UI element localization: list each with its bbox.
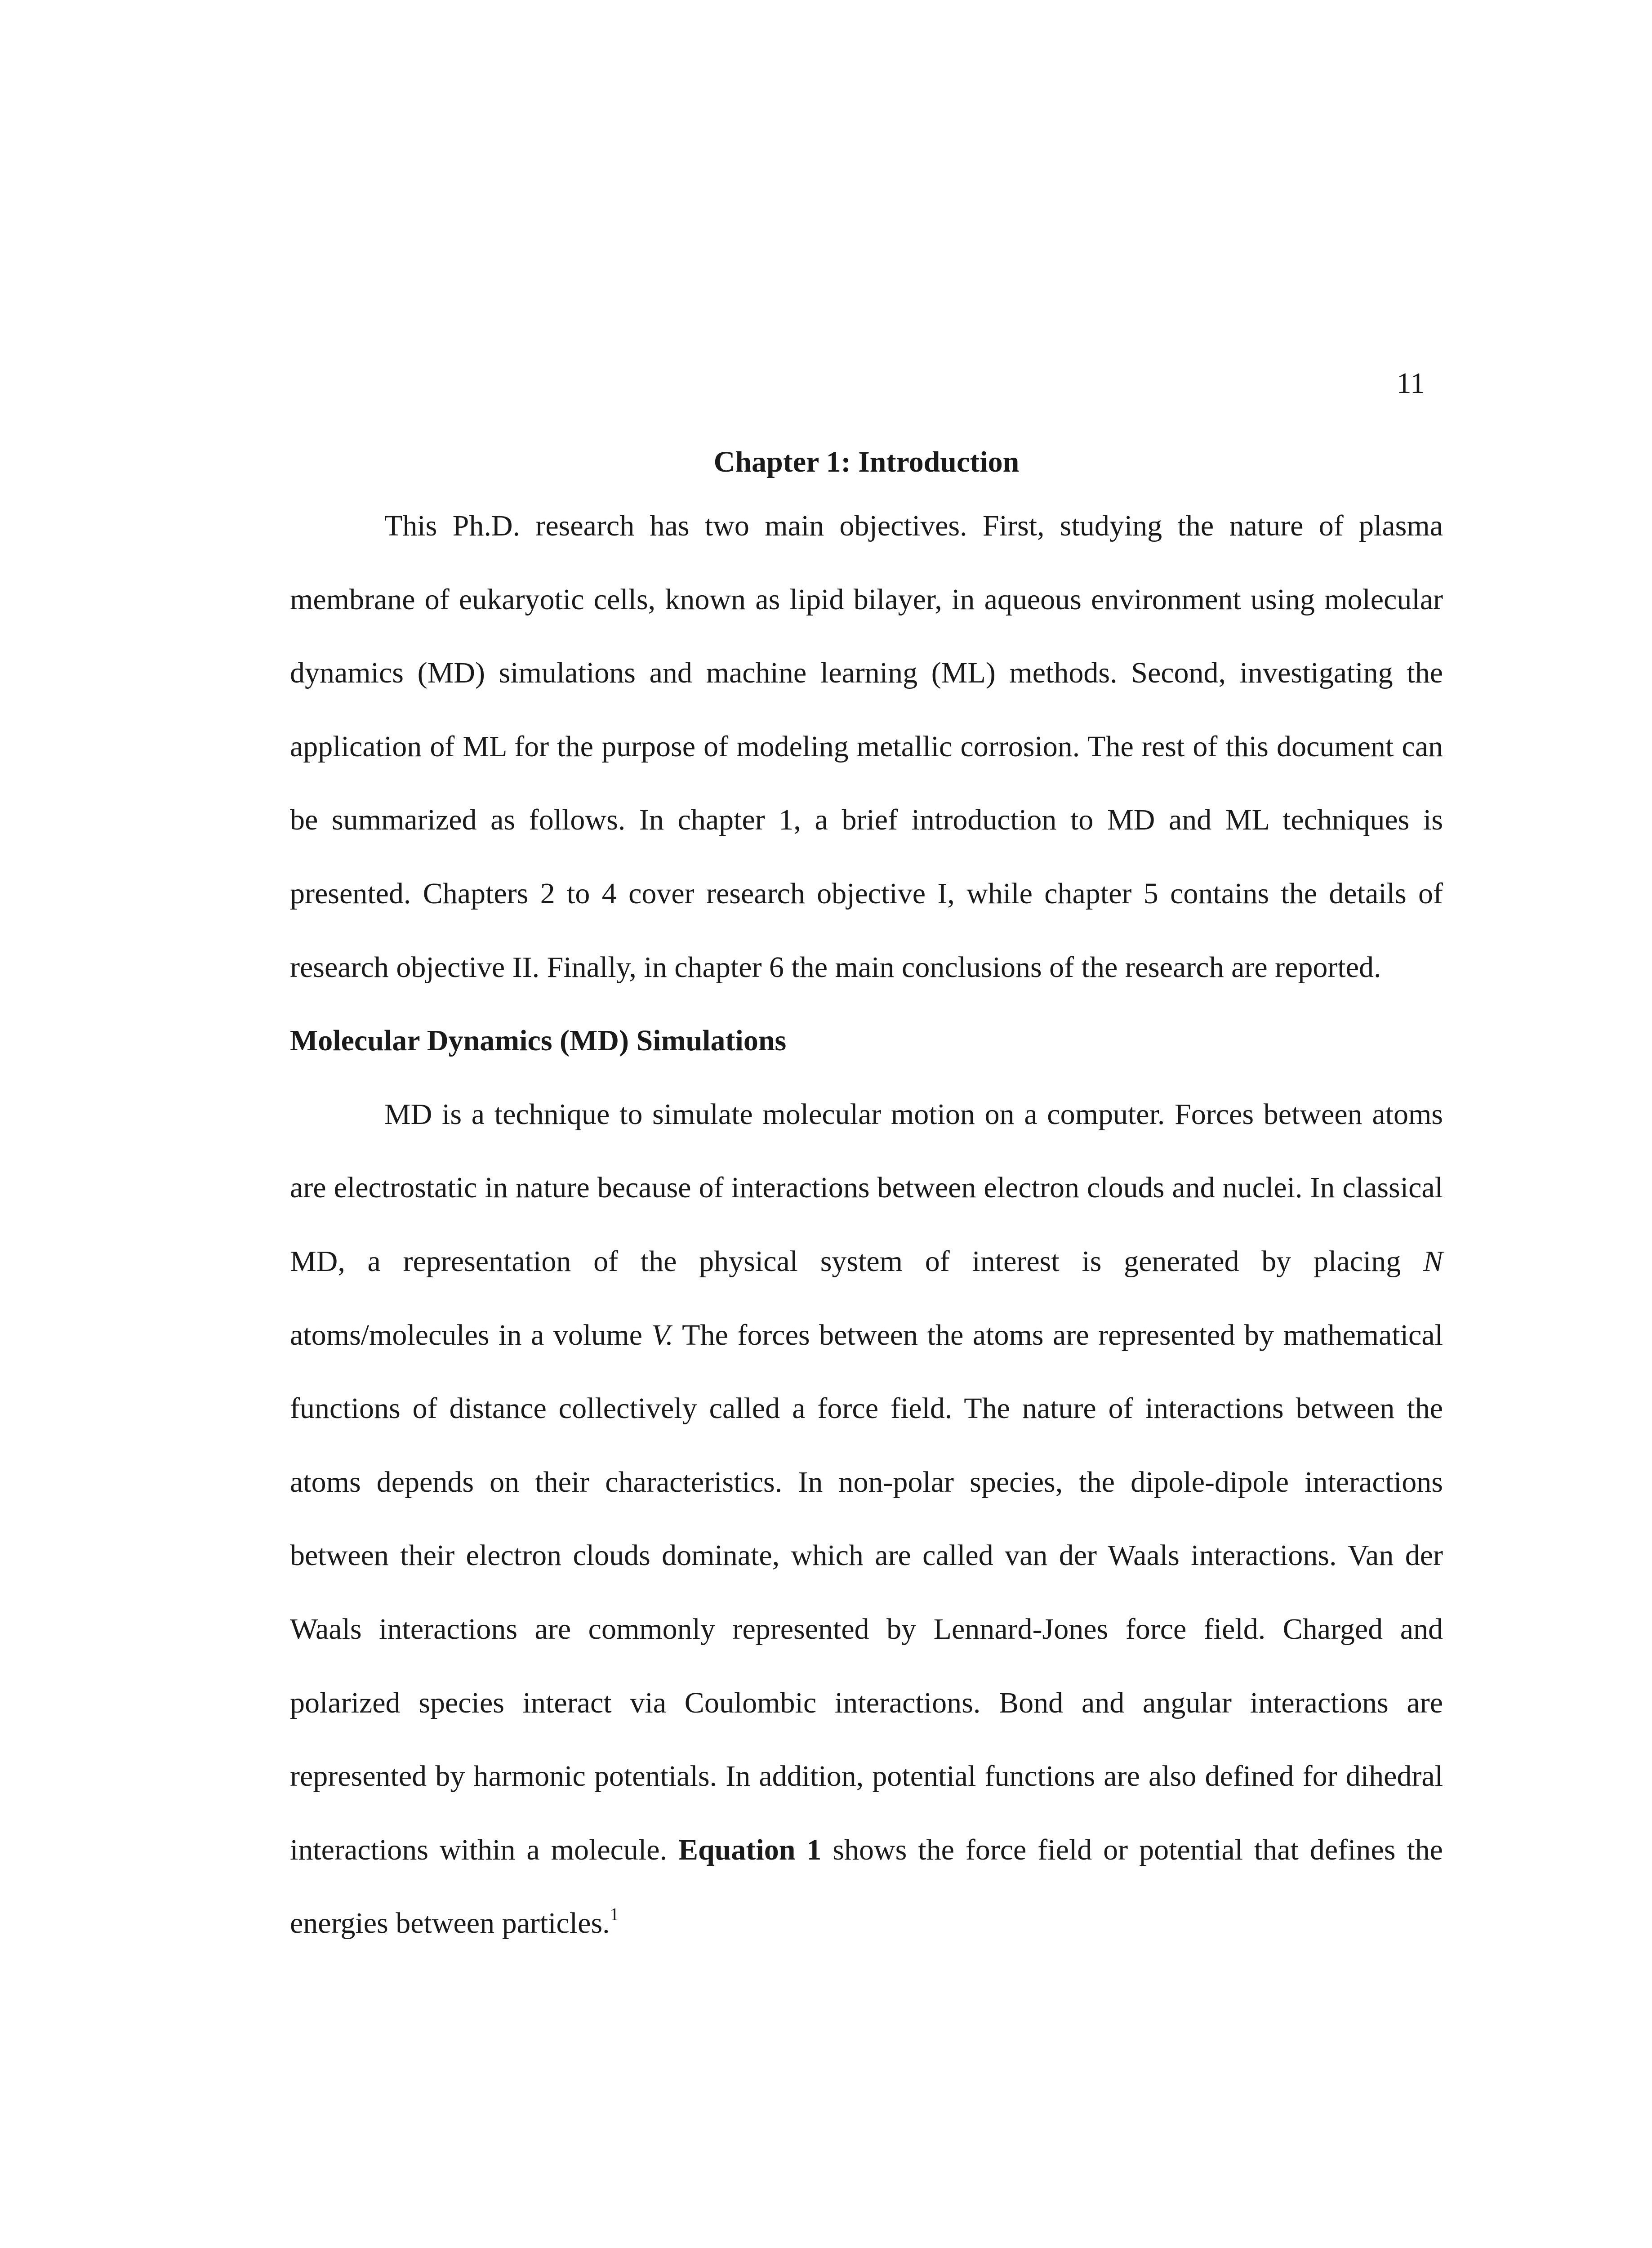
md-paragraph [290, 1078, 1443, 1960]
chapter-title: Chapter 1: Introduction [713, 446, 1020, 478]
md-text-part-1: MD is a technique to simulate molecular motion on a computer. Forces between atoms are electrostatic in nature because of interactions between electron clouds and nuclei. In classical MD, a representation of the physical system of interest is generated by placing [290, 1097, 1443, 1278]
n-symbol: N [1423, 1244, 1443, 1278]
md-text-part-3: The forces between the atoms are represented by mathematical functions of distance collectively called a force field. The nature of interactions between the atoms depends on their characteristics. In non-polar species, the dipole-dipole interactions between their electron clouds dominate, which are called van der Waals interactions. Van der Waals interactions are commonly represented by Lennard-Jones force field. Charged and polarized species interact via Coulombic interactions. Bond and angular interactions are represented by harmonic potentials. In addition, potential functions are also defined for dihedral interactions within a molecule. [290, 1318, 1443, 1866]
page-number: 11 [1396, 367, 1425, 400]
page-content [290, 435, 1443, 1960]
md-text-part-2: atoms/molecules in a volume [290, 1318, 652, 1351]
footnote-marker: 1 [610, 1904, 619, 1925]
section-heading: Molecular Dynamics (MD) Simulations [290, 1024, 787, 1057]
equation-reference: Equation 1 [678, 1833, 822, 1866]
v-symbol: V. [651, 1318, 673, 1351]
intro-paragraph: This Ph.D. research has two main objectives. First, studying the nature of plasma membrane of eukaryotic cells, known as lipid bilayer, in aqueous environment using molecular dynamics (MD) simulations and machine learning (ML) methods. Second, investigating the application of ML for the purpose of modeling metallic corrosion. The rest of this document can be summarized as follows. In chapter 1, a brief introduction to MD and ML techniques is presented. Chapters 2 to 4 cover research objective I, while chapter 5 contains the details of research objective II. Finally, in chapter 6 the main conclusions of the research are reported. [290, 509, 1443, 984]
md-text-part-4: shows the force field or potential that defines the energies between particles. [290, 1833, 1443, 1940]
